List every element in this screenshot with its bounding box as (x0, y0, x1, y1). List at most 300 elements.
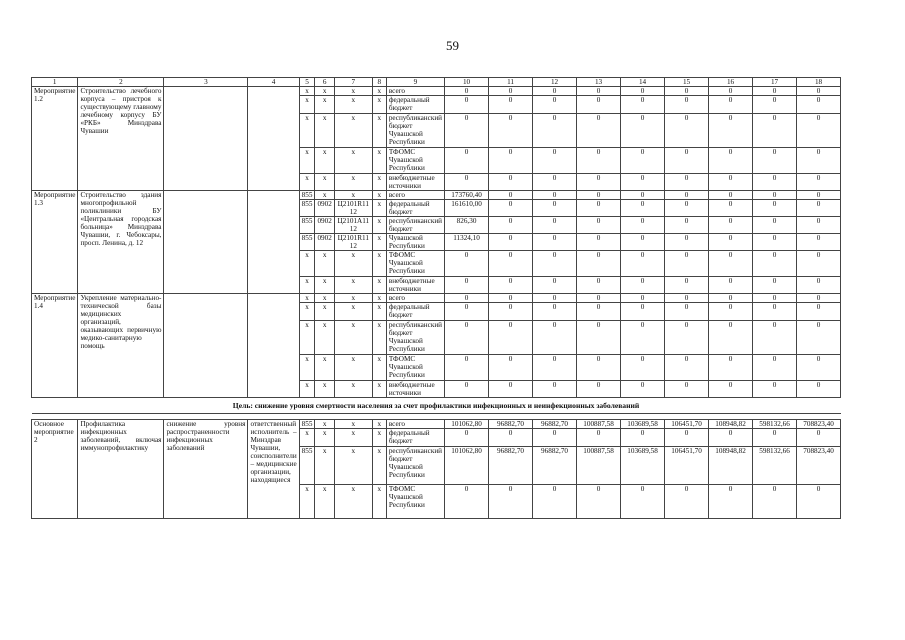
amount-cell: 0 (753, 200, 797, 217)
amount-cell: 0 (621, 294, 665, 303)
amount-cell: 0 (797, 200, 841, 217)
amount-cell: 0 (665, 277, 709, 294)
funding-source: внебюджетные источники (386, 174, 444, 191)
column-number-17: 17 (753, 78, 797, 87)
page-number: 59 (446, 38, 459, 53)
amount-cell: 0 (445, 429, 489, 447)
grbs-code: x (299, 355, 315, 381)
funding-source: всего (386, 420, 444, 429)
column-number-4: 4 (248, 78, 299, 87)
amount-cell: 0 (665, 303, 709, 321)
amount-cell: 0 (753, 381, 797, 398)
amount-cell: 0 (489, 96, 533, 114)
amount-cell: 598132,66 (753, 447, 797, 485)
event-1-2-row (32, 87, 841, 96)
target-article-code: x (334, 355, 372, 381)
section-code: x (315, 303, 334, 321)
amount-cell: 0 (445, 174, 489, 191)
amount-cell: 0 (665, 251, 709, 277)
main-event-2-name: Основное мероприятие 2 (32, 420, 78, 519)
funding-source: всего (386, 87, 444, 96)
amount-cell: 0 (621, 234, 665, 251)
amount-cell: 0 (489, 217, 533, 234)
event-1-2-expected-result (164, 87, 248, 191)
amount-cell: 0 (797, 429, 841, 447)
section-code: x (315, 87, 334, 96)
amount-cell: 96882,70 (533, 447, 577, 485)
amount-cell: 0 (533, 355, 577, 381)
amount-cell: 0 (753, 277, 797, 294)
amount-cell: 0 (709, 217, 753, 234)
amount-cell: 0 (665, 294, 709, 303)
amount-cell: 0 (797, 96, 841, 114)
section-code: x (315, 294, 334, 303)
amount-cell: 0 (621, 381, 665, 398)
amount-cell: 0 (621, 251, 665, 277)
amount-cell: 0 (797, 191, 841, 200)
amount-cell: 0 (577, 303, 621, 321)
expense-type-code: x (372, 148, 386, 174)
amount-cell: 101062,80 (445, 447, 489, 485)
grbs-code: x (299, 148, 315, 174)
amount-cell: 0 (709, 294, 753, 303)
amount-cell: 0 (621, 191, 665, 200)
target-article-code: x (334, 191, 372, 200)
amount-cell: 0 (665, 174, 709, 191)
amount-cell: 0 (753, 87, 797, 96)
budget-table (31, 77, 841, 519)
section-code: x (315, 321, 334, 355)
amount-cell: 96882,70 (489, 447, 533, 485)
section-code: x (315, 114, 334, 148)
amount-cell: 106451,70 (665, 447, 709, 485)
amount-cell: 0 (665, 96, 709, 114)
amount-cell: 0 (621, 87, 665, 96)
event-1-4-responsible (248, 294, 299, 398)
amount-cell: 0 (797, 174, 841, 191)
amount-cell: 0 (797, 234, 841, 251)
amount-cell: 0 (577, 174, 621, 191)
amount-cell: 0 (709, 234, 753, 251)
funding-source: всего (386, 294, 444, 303)
expense-type-code: x (372, 447, 386, 485)
amount-cell: 0 (533, 148, 577, 174)
amount-cell: 173760,40 (445, 191, 489, 200)
funding-source: республиканский бюджет (386, 217, 444, 234)
section-code: x (315, 485, 334, 519)
amount-cell: 0 (445, 87, 489, 96)
target-article-code: x (334, 381, 372, 398)
amount-cell: 0 (489, 277, 533, 294)
amount-cell: 0 (621, 303, 665, 321)
amount-cell: 0 (797, 485, 841, 519)
amount-cell: 0 (577, 381, 621, 398)
amount-cell: 0 (489, 87, 533, 96)
amount-cell: 0 (533, 429, 577, 447)
funding-source: ТФОМС Чувашской Республики (386, 251, 444, 277)
event-1-3-description: Строительство здания многопрофильной поликлиники БУ «Центральная городская больница» Минздрава Чувашии, г. Чебоксары, просп. Ленина, д. 12 (78, 191, 164, 294)
amount-cell: 0 (665, 191, 709, 200)
target-article-code: x (334, 429, 372, 447)
grbs-code: x (299, 251, 315, 277)
amount-cell: 0 (577, 148, 621, 174)
goal-heading: Цель: снижение уровня смертности населения за счет профилактики инфекционных и неинфекционных заболеваний (32, 398, 841, 414)
event-1-3-expected-result (164, 191, 248, 294)
amount-cell: 0 (753, 303, 797, 321)
expense-type-code: x (372, 191, 386, 200)
amount-cell: 0 (665, 321, 709, 355)
amount-cell: 0 (709, 96, 753, 114)
column-number-5: 5 (299, 78, 315, 87)
target-article-code: x (334, 148, 372, 174)
section-code: 0902 (315, 234, 334, 251)
grbs-code: 855 (299, 200, 315, 217)
event-1-4-row (32, 294, 841, 303)
event-1-3-row (32, 191, 841, 200)
grbs-code: x (299, 429, 315, 447)
amount-cell: 0 (533, 114, 577, 148)
amount-cell: 0 (577, 217, 621, 234)
grbs-code: 855 (299, 447, 315, 485)
amount-cell: 0 (533, 277, 577, 294)
amount-cell: 0 (489, 321, 533, 355)
amount-cell: 0 (621, 200, 665, 217)
amount-cell: 0 (577, 277, 621, 294)
column-number-8: 8 (372, 78, 386, 87)
amount-cell: 0 (577, 485, 621, 519)
amount-cell: 0 (665, 381, 709, 398)
funding-source: республиканский бюджет Чувашской Республики (386, 321, 444, 355)
amount-cell: 0 (621, 277, 665, 294)
amount-cell: 0 (753, 251, 797, 277)
event-1-2-description: Строительство лечебного корпуса – пристроя к существующему главному лечебному корпусу БУ «РКБ» Минздрава Чувашии (78, 87, 164, 191)
amount-cell: 0 (709, 429, 753, 447)
grbs-code: x (299, 303, 315, 321)
amount-cell: 0 (753, 217, 797, 234)
amount-cell: 0 (753, 96, 797, 114)
amount-cell: 0 (621, 217, 665, 234)
amount-cell: 0 (577, 200, 621, 217)
amount-cell: 0 (577, 294, 621, 303)
amount-cell: 0 (709, 87, 753, 96)
amount-cell: 0 (621, 114, 665, 148)
amount-cell: 0 (665, 87, 709, 96)
event-1-4-description: Укрепление материально-технической базы медицинских организаций, оказывающих первичную медико-санитарную помощь (78, 294, 164, 398)
column-number-9: 9 (386, 78, 444, 87)
amount-cell: 0 (445, 485, 489, 519)
amount-cell: 598132,66 (753, 420, 797, 429)
amount-cell: 0 (709, 355, 753, 381)
target-article-code: x (334, 277, 372, 294)
column-number-16: 16 (709, 78, 753, 87)
column-number-10: 10 (445, 78, 489, 87)
amount-cell: 708823,40 (797, 420, 841, 429)
section-code: x (315, 447, 334, 485)
amount-cell: 0 (709, 321, 753, 355)
amount-cell: 0 (621, 355, 665, 381)
amount-cell: 0 (533, 87, 577, 96)
column-number-3: 3 (164, 78, 248, 87)
amount-cell: 826,30 (445, 217, 489, 234)
target-article-code: x (334, 294, 372, 303)
amount-cell: 103689,58 (621, 447, 665, 485)
amount-cell: 100887,58 (577, 420, 621, 429)
amount-cell: 0 (533, 200, 577, 217)
main-event-2-description: Профилактика инфекционных заболеваний, включая иммунопрофилактику (78, 420, 164, 519)
section-code: x (315, 429, 334, 447)
header-row (32, 78, 841, 87)
main-event-2-responsible: ответственный исполнитель – Минздрав Чувашии, соисполнители – медицинские организации, находящиеся (248, 420, 299, 519)
amount-cell: 0 (665, 148, 709, 174)
amount-cell: 0 (489, 355, 533, 381)
grbs-code: 855 (299, 191, 315, 200)
amount-cell: 0 (709, 148, 753, 174)
amount-cell: 0 (489, 429, 533, 447)
amount-cell: 0 (533, 96, 577, 114)
amount-cell: 0 (621, 321, 665, 355)
amount-cell: 0 (533, 321, 577, 355)
amount-cell: 0 (489, 114, 533, 148)
amount-cell: 0 (797, 294, 841, 303)
grbs-code: x (299, 321, 315, 355)
amount-cell: 0 (797, 355, 841, 381)
expense-type-code: x (372, 87, 386, 96)
amount-cell: 0 (753, 148, 797, 174)
target-article-code: x (334, 87, 372, 96)
section-code: x (315, 381, 334, 398)
event-1-2-responsible (248, 87, 299, 191)
amount-cell: 0 (489, 303, 533, 321)
funding-source: федеральный бюджет (386, 303, 444, 321)
expense-type-code: x (372, 485, 386, 519)
grbs-code: x (299, 96, 315, 114)
amount-cell: 0 (753, 114, 797, 148)
expense-type-code: x (372, 429, 386, 447)
column-number-11: 11 (489, 78, 533, 87)
amount-cell: 0 (797, 114, 841, 148)
main-event-2-expected-result: снижение уровня распространенности инфекционных заболеваний (164, 420, 248, 519)
target-article-code: x (334, 251, 372, 277)
amount-cell: 0 (709, 200, 753, 217)
column-number-18: 18 (797, 78, 841, 87)
target-article-code: x (334, 321, 372, 355)
column-number-13: 13 (577, 78, 621, 87)
expense-type-code: x (372, 200, 386, 217)
expense-type-code: x (372, 217, 386, 234)
amount-cell: 0 (489, 174, 533, 191)
amount-cell: 108948,82 (709, 420, 753, 429)
amount-cell: 0 (533, 191, 577, 200)
expense-type-code: x (372, 355, 386, 381)
section-code: x (315, 96, 334, 114)
column-number-2: 2 (78, 78, 164, 87)
amount-cell: 0 (797, 251, 841, 277)
amount-cell: 96882,70 (489, 420, 533, 429)
column-number-6: 6 (315, 78, 334, 87)
column-number-12: 12 (533, 78, 577, 87)
target-article-code: Ц2101R11 12 (334, 234, 372, 251)
amount-cell: 103689,58 (621, 420, 665, 429)
target-article-code: x (334, 420, 372, 429)
amount-cell: 0 (445, 321, 489, 355)
amount-cell: 0 (577, 321, 621, 355)
funding-source: Чувашской Республики (386, 234, 444, 251)
amount-cell: 0 (489, 485, 533, 519)
event-1-2-name: Мероприятие 1.2 (32, 87, 78, 191)
amount-cell: 0 (577, 251, 621, 277)
funding-source: республиканский бюджет Чувашской Республики (386, 447, 444, 485)
amount-cell: 0 (533, 234, 577, 251)
grbs-code: x (299, 277, 315, 294)
amount-cell: 708823,40 (797, 447, 841, 485)
funding-source: внебюджетные источники (386, 277, 444, 294)
event-1-3-responsible (248, 191, 299, 294)
amount-cell: 0 (489, 191, 533, 200)
amount-cell: 96882,70 (533, 420, 577, 429)
amount-cell: 0 (577, 191, 621, 200)
amount-cell: 0 (621, 174, 665, 191)
section-code: x (315, 277, 334, 294)
amount-cell: 0 (665, 234, 709, 251)
amount-cell: 0 (665, 200, 709, 217)
expense-type-code: x (372, 174, 386, 191)
amount-cell: 0 (445, 294, 489, 303)
expense-type-code: x (372, 321, 386, 355)
grbs-code: x (299, 114, 315, 148)
section-code: x (315, 191, 334, 200)
section-code: x (315, 251, 334, 277)
section-code: 0902 (315, 217, 334, 234)
expense-type-code: x (372, 294, 386, 303)
grbs-code: x (299, 174, 315, 191)
amount-cell: 0 (489, 148, 533, 174)
event-1-4-expected-result (164, 294, 248, 398)
amount-cell: 0 (665, 217, 709, 234)
amount-cell: 0 (797, 277, 841, 294)
amount-cell: 0 (577, 355, 621, 381)
amount-cell: 0 (577, 234, 621, 251)
target-article-code: Ц2101А11 12 (334, 217, 372, 234)
amount-cell: 0 (445, 114, 489, 148)
expense-type-code: x (372, 114, 386, 148)
grbs-code: 855 (299, 217, 315, 234)
amount-cell: 0 (709, 381, 753, 398)
funding-source: ТФОМС Чувашской Республики (386, 355, 444, 381)
amount-cell: 0 (489, 200, 533, 217)
section-code: x (315, 174, 334, 191)
amount-cell: 100887,58 (577, 447, 621, 485)
amount-cell: 0 (445, 148, 489, 174)
amount-cell: 0 (445, 355, 489, 381)
amount-cell: 0 (797, 148, 841, 174)
amount-cell: 0 (445, 277, 489, 294)
amount-cell: 0 (577, 96, 621, 114)
column-number-15: 15 (665, 78, 709, 87)
target-article-code: x (334, 303, 372, 321)
amount-cell: 0 (797, 217, 841, 234)
target-article-code: x (334, 447, 372, 485)
amount-cell: 0 (709, 191, 753, 200)
grbs-code: x (299, 381, 315, 398)
funding-source: ТФОМС Чувашской Республики (386, 148, 444, 174)
amount-cell: 0 (797, 381, 841, 398)
amount-cell: 0 (489, 381, 533, 398)
section-code: 0902 (315, 200, 334, 217)
target-article-code: x (334, 114, 372, 148)
target-article-code: x (334, 96, 372, 114)
amount-cell: 0 (445, 303, 489, 321)
amount-cell: 0 (797, 87, 841, 96)
target-article-code: x (334, 174, 372, 191)
amount-cell: 0 (753, 174, 797, 191)
amount-cell: 0 (665, 429, 709, 447)
amount-cell: 0 (665, 114, 709, 148)
column-number-14: 14 (621, 78, 665, 87)
expense-type-code: x (372, 277, 386, 294)
grbs-code: 855 (299, 234, 315, 251)
amount-cell: 0 (533, 251, 577, 277)
amount-cell: 0 (621, 485, 665, 519)
expense-type-code: x (372, 381, 386, 398)
column-number-1: 1 (32, 78, 78, 87)
amount-cell: 0 (709, 303, 753, 321)
event-1-3-name: Мероприятие 1.3 (32, 191, 78, 294)
amount-cell: 0 (709, 174, 753, 191)
amount-cell: 0 (577, 87, 621, 96)
target-article-code: Ц2101R11 12 (334, 200, 372, 217)
amount-cell: 0 (709, 277, 753, 294)
amount-cell: 161610,00 (445, 200, 489, 217)
amount-cell: 0 (709, 114, 753, 148)
funding-source: федеральный бюджет (386, 200, 444, 217)
amount-cell: 0 (577, 429, 621, 447)
funding-source: федеральный бюджет (386, 96, 444, 114)
amount-cell: 0 (753, 234, 797, 251)
amount-cell: 0 (709, 251, 753, 277)
amount-cell: 0 (445, 96, 489, 114)
section-code: x (315, 420, 334, 429)
amount-cell: 0 (753, 191, 797, 200)
amount-cell: 0 (533, 217, 577, 234)
amount-cell: 0 (753, 321, 797, 355)
amount-cell: 0 (533, 303, 577, 321)
event-1-4-name: Мероприятие 1.4 (32, 294, 78, 398)
amount-cell: 0 (445, 251, 489, 277)
amount-cell: 0 (753, 485, 797, 519)
amount-cell: 0 (753, 355, 797, 381)
target-article-code: x (334, 485, 372, 519)
expense-type-code: x (372, 251, 386, 277)
amount-cell: 0 (489, 251, 533, 277)
amount-cell: 0 (797, 321, 841, 355)
funding-source: республиканский бюджет Чувашской Республики (386, 114, 444, 148)
amount-cell: 0 (445, 381, 489, 398)
section-code: x (315, 148, 334, 174)
amount-cell: 0 (533, 381, 577, 398)
amount-cell: 0 (621, 148, 665, 174)
expense-type-code: x (372, 96, 386, 114)
amount-cell: 0 (709, 485, 753, 519)
grbs-code: 855 (299, 420, 315, 429)
amount-cell: 101062,80 (445, 420, 489, 429)
amount-cell: 0 (753, 294, 797, 303)
amount-cell: 0 (621, 96, 665, 114)
main-event-2-row (32, 420, 841, 429)
funding-source: ТФОМС Чувашской Республики (386, 485, 444, 519)
funding-source: всего (386, 191, 444, 200)
amount-cell: 0 (533, 174, 577, 191)
expense-type-code: x (372, 420, 386, 429)
